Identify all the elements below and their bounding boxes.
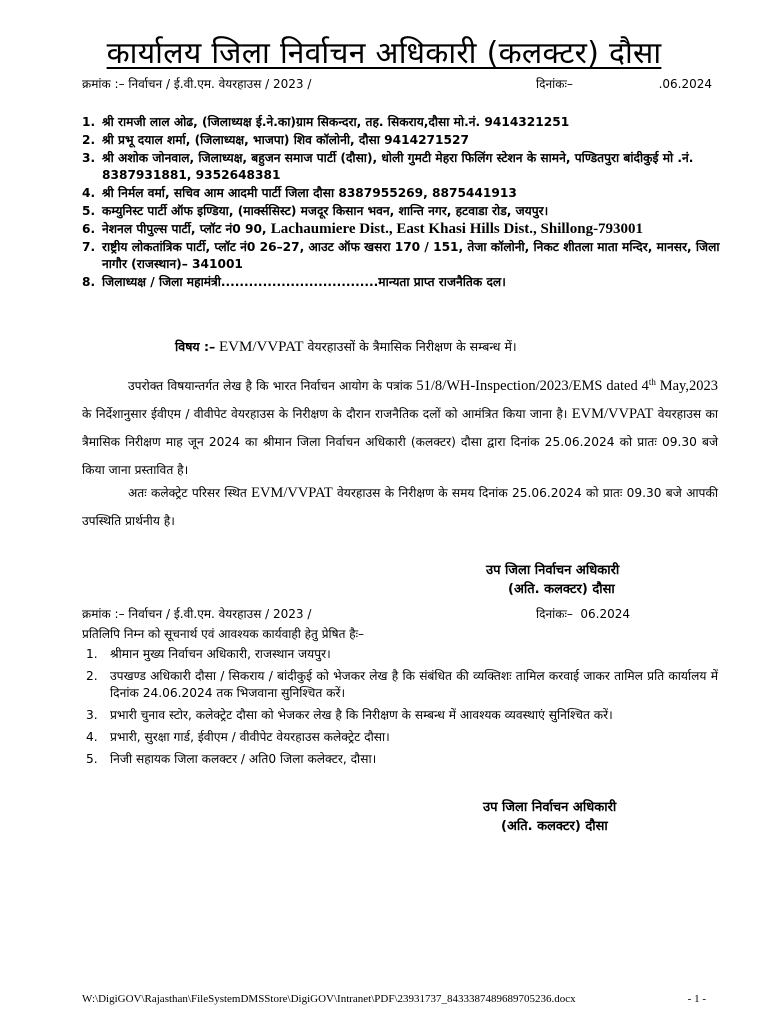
addressee-list	[82, 114, 722, 292]
copy-item: 4. प्रभारी, सुरक्षा गार्ड, ईवीएम / वीवीपेट वेयरहाउस कलेक्ट्रेट दौसा।	[86, 730, 390, 744]
copy-list	[82, 646, 718, 773]
page-number: - 1 -	[687, 993, 706, 1005]
date-label: दिनांकः–	[536, 77, 573, 91]
addressee-item: 5. कम्युनिस्ट पार्टी ऑफ इण्डिया, (मार्क्ससिस्ट) मजदूर किसान भवन, शान्ति नगर, हटवाडा रोड, जयपुर।	[82, 204, 549, 218]
addressee-item: 8. जिलाध्यक्ष / जिला महामंत्री..................................मान्यता प्राप्त राजनैतिक दल।	[82, 275, 506, 289]
copy-item: 3. प्रभारी चुनाव स्टोर, कलेक्ट्रेट दौसा को भेजकर लेख है कि निरीक्षण के सम्बन्ध में आवश्यक व्यवस्थाएं सुनिश्चित करें।	[86, 708, 613, 722]
addressee-item: 1. श्री रामजी लाल ओढ, (जिलाध्यक्ष ई.ने.का)ग्राम सिकन्दरा, तह. सिकराय,दौसा मो.नं. 9414321251	[82, 115, 570, 129]
body-paragraph-2: अतः कलेक्ट्रेट परिसर स्थित EVM/VVPAT वेयरहाउस के निरीक्षण के समय दिनांक 25.06.2024 को प्रातः 09.30 बजे आपकी उपस्थिति प्रार्थनीय है।	[82, 485, 718, 528]
subject-label: विषय :–	[175, 339, 216, 354]
addressee-item: 7. राष्ट्रीय लोकतांत्रिक पार्टी, प्लॉट नं0 26–27, आउट ऑफ खसरा 170 / 151, तेजा कॉलोनी, निकट शीतला माता मन्दिर, मानसर, जिला नागौर (राजस्थान)– 341001	[82, 240, 720, 271]
copy-item: 2. उपखण्ड अधिकारी दौसा / सिकराय / बांदीकुई को भेजकर लेख है कि संबंधित की व्यक्तिशः तामिल करवाई जाकर तामिल प्रति कार्यालय में दिनांक 24.06.2024 तक भिजवाना सुनिश्चित करें।	[86, 669, 718, 700]
addressee-item: 2. श्री प्रभू दयाल शर्मा, (जिलाध्यक्ष, भाजपा) शिव कॉलोनी, दौसा 9414271527	[82, 133, 469, 147]
copy-to-heading: प्रतिलिपि निम्न को सूचनार्थ एवं आवश्यक कार्यवाही हेतु प्रेषित हैः–	[82, 627, 365, 641]
file-path: W:\DigiGOV\Rajasthan\FileSystemDMSStore\DigiGOV\Intranet\PDF\23931737_8433387489689705236.docx	[82, 993, 576, 1005]
addressee-item: 6. नेशनल पीपुल्स पार्टी, प्लॉट नं0 90, Lachaumiere Dist., East Khasi Hills Dist., Shillong-793001	[82, 221, 644, 237]
reference-number: क्रमांक :– निर्वाचन / ई.वी.एम. वेयरहाउस / 2023 /	[82, 607, 312, 621]
copy-item: 1. श्रीमान मुख्य निर्वाचन अधिकारी, राजस्थान जयपुर।	[86, 647, 331, 661]
date-value: .06.2024	[658, 77, 712, 91]
date-value: 06.2024	[580, 607, 630, 621]
signature-block-1: उप जिला निर्वाचन अधिकारी (अति. कलक्टर) दौसा	[486, 563, 620, 597]
office-title: कार्यालय जिला निर्वाचन अधिकारी (कलक्टर) दौसा	[106, 36, 662, 71]
addressee-item: 3. श्री अशोक जोनवाल, जिलाध्यक्ष, बहुजन समाज पार्टी (दौसा), धोली गुमटी मेहरा फिलिंग स्टेशन के सामने, पण्डितपुरा बांदीकुई मो .नं. 8387931881, 9352648381	[82, 151, 694, 182]
subject-line: विषय :– EVM/VVPAT वेयरहाउसों के त्रैमासिक निरीक्षण के सम्बन्ध में।	[175, 339, 517, 355]
addressee-item: 4. श्री निर्मल वर्मा, सचिव आम आदमी पार्टी जिला दौसा 8387955269, 8875441913	[82, 186, 517, 200]
copy-item: 5. निजी सहायक जिला कलक्टर / अति0 जिला कलेक्टर, दौसा।	[86, 752, 377, 766]
reference-number: क्रमांक :– निर्वाचन / ई.वी.एम. वेयरहाउस / 2023 /	[82, 77, 312, 91]
date-label: दिनांकः–	[536, 607, 573, 621]
signature-block-2: उप जिला निर्वाचन अधिकारी (अति. कलक्टर) दौसा	[483, 800, 617, 834]
body-paragraph-1: उपरोक्त विषयान्तर्गत लेख है कि भारत निर्वाचन आयोग के पत्रांक 51/8/WH-Inspection/2023/EMS dated 4th May,2023 के निर्देशानुसार ईवीएम / वीवीपेट वेयरहाउस के निरीक्षण के दौरान राजनैतिक दलों को आमंत्रित किया जाना है। EVM/VVPAT वेयरहाउस का त्रैमासिक निरीक्षण माह जून 2024 का श्रीमान जिला निर्वाचन अधिकारी (कलक्टर) दौसा द्वारा दिनांक 25.06.2024 को प्रातः 09.30 बजे किया जाना प्रस्तावित है।	[82, 377, 719, 478]
